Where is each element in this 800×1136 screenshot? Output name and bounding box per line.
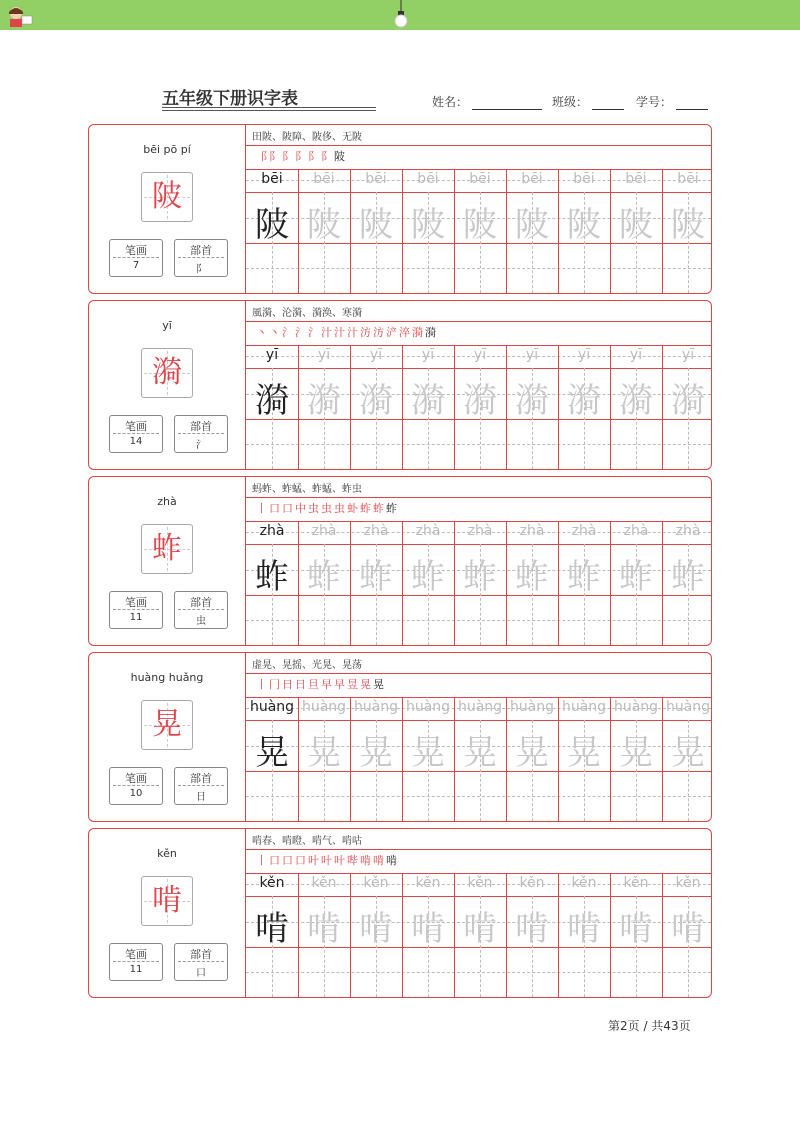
- stroke-step: 晃: [373, 678, 386, 691]
- stroke-step: 虫: [334, 502, 347, 515]
- stroke-order: [256, 324, 438, 340]
- practice-pinyin: zhà: [259, 523, 285, 539]
- stroke-step: 蚱: [386, 502, 399, 515]
- radical-box: [174, 239, 228, 277]
- practice-pinyin: zhà: [623, 523, 649, 539]
- stroke-count-box: [109, 591, 163, 629]
- practice-character: 啃: [411, 909, 445, 949]
- top-banner: [0, 0, 800, 30]
- example-words: 田陂、陂障、陂侈、无陂: [252, 132, 362, 143]
- practice-pinyin: yī: [473, 347, 487, 363]
- stroke-step: 阝: [321, 150, 334, 163]
- practice-character: 晃: [359, 733, 393, 773]
- stroke-step: 虲: [347, 502, 360, 515]
- stroke-step: ⻏: [256, 150, 269, 163]
- practice-pinyin: kěn: [259, 875, 285, 891]
- character-card: [88, 828, 712, 998]
- practice-pinyin: huàng: [301, 699, 347, 715]
- character-glyph: 啃: [152, 883, 182, 918]
- practice-pinyin: yī: [369, 347, 383, 363]
- practice-pinyin: yī: [265, 347, 279, 363]
- practice-pinyin: huàng: [509, 699, 555, 715]
- stroke-count-box: [109, 767, 163, 805]
- practice-character: 啃: [255, 909, 289, 949]
- character-glyph: 蚱: [152, 531, 182, 566]
- character-pinyin: yī: [162, 319, 172, 332]
- student-id-field[interactable]: [636, 93, 708, 110]
- practice-pinyin: bēi: [417, 171, 439, 187]
- practice-character: 晃: [515, 733, 549, 773]
- example-words: 風漪、沦漪、漪涣、寒漪: [252, 308, 362, 319]
- character-display-box: [141, 524, 193, 574]
- stroke-step: 旦: [308, 678, 321, 691]
- stroke-step: 汸: [360, 326, 373, 339]
- stroke-step: 啃: [360, 854, 373, 867]
- practice-panel: [246, 653, 711, 821]
- stroke-step: 啃: [386, 854, 399, 867]
- practice-character: 啃: [307, 909, 341, 949]
- stroke-order: [256, 148, 347, 164]
- stroke-step: 阝: [295, 150, 308, 163]
- practice-character: 晃: [411, 733, 445, 773]
- character-display-box: [141, 348, 193, 398]
- stroke-step: 口: [269, 502, 282, 515]
- stroke-step: 丶: [269, 326, 282, 339]
- practice-character: 陂: [307, 205, 341, 245]
- character-card: [88, 476, 712, 646]
- practice-pinyin: kěn: [311, 875, 337, 891]
- radical-box: [174, 943, 228, 981]
- practice-character: 漪: [307, 381, 341, 421]
- practice-character: 蚱: [307, 557, 341, 597]
- character-pinyin: bēi pō pí: [143, 143, 191, 156]
- practice-pinyin: kěn: [675, 875, 701, 891]
- practice-pinyin: huàng: [613, 699, 659, 715]
- practice-character: 漪: [463, 381, 497, 421]
- page-title: 五年级下册识字表: [162, 89, 298, 109]
- radical-box: [174, 767, 228, 805]
- class-label: 班级：: [552, 95, 589, 109]
- practice-pinyin: yī: [681, 347, 695, 363]
- character-card: [88, 300, 712, 470]
- stroke-count-label: 笔画: [125, 420, 147, 433]
- practice-pinyin: bēi: [313, 171, 335, 187]
- practice-pinyin: kěn: [519, 875, 545, 891]
- stroke-step: 丶: [256, 326, 269, 339]
- stroke-step: 汁: [347, 326, 360, 339]
- example-words: 蚂蚱、蚱蜢、蚱蜢、蚱虫: [252, 484, 362, 495]
- character-glyph: 陂: [152, 179, 182, 214]
- radical-value: 口: [196, 968, 206, 979]
- character-display-box: [141, 876, 193, 926]
- stroke-order: [256, 676, 386, 692]
- stroke-step: 口: [282, 502, 295, 515]
- stroke-step: 昱: [347, 678, 360, 691]
- stroke-step: 啃: [373, 854, 386, 867]
- stroke-step: 丨: [256, 854, 269, 867]
- practice-pinyin: yī: [525, 347, 539, 363]
- character-pinyin: kěn: [157, 847, 177, 860]
- practice-character: 啃: [515, 909, 549, 949]
- practice-panel: [246, 301, 711, 469]
- practice-character: 啃: [463, 909, 497, 949]
- radical-value: 虫: [196, 616, 206, 627]
- class-blank[interactable]: [592, 97, 624, 110]
- radical-box: [174, 415, 228, 453]
- practice-character: 陂: [515, 205, 549, 245]
- stroke-count-label: 笔画: [125, 596, 147, 609]
- practice-character: 陂: [671, 205, 705, 245]
- stroke-step: 浐: [386, 326, 399, 339]
- stroke-step: 丨: [256, 502, 269, 515]
- stroke-step: 淬: [399, 326, 412, 339]
- stroke-step: 虫: [321, 502, 334, 515]
- practice-pinyin: huàng: [405, 699, 451, 715]
- practice-character: 陂: [255, 205, 289, 245]
- character-info-panel: [89, 653, 246, 821]
- stroke-step: 日: [282, 678, 295, 691]
- stroke-count-box: [109, 943, 163, 981]
- practice-character: 晃: [463, 733, 497, 773]
- stroke-step: 漪: [412, 326, 425, 339]
- practice-pinyin: kěn: [415, 875, 441, 891]
- practice-pinyin: bēi: [625, 171, 647, 187]
- stroke-count-box: [109, 239, 163, 277]
- stroke-step: 晃: [360, 678, 373, 691]
- stroke-count-box: [109, 415, 163, 453]
- practice-pinyin: yī: [629, 347, 643, 363]
- practice-character: 漪: [411, 381, 445, 421]
- character-pinyin: huàng huǎng: [130, 671, 204, 684]
- practice-panel: [246, 125, 711, 293]
- stroke-step: 汸: [373, 326, 386, 339]
- practice-character: 啃: [567, 909, 601, 949]
- name-label: 姓名：: [432, 95, 469, 109]
- practice-pinyin: huàng: [249, 699, 295, 715]
- practice-pinyin: yī: [317, 347, 331, 363]
- stroke-step: 汁: [334, 326, 347, 339]
- practice-pinyin: bēi: [261, 171, 283, 187]
- practice-character: 蚱: [255, 557, 289, 597]
- stroke-step: 汁: [321, 326, 334, 339]
- stroke-step: 蚱: [360, 502, 373, 515]
- stroke-count-value: 11: [129, 964, 143, 975]
- radical-value: 氵: [196, 440, 206, 451]
- stroke-count-value: 10: [129, 788, 143, 799]
- practice-character: 陂: [463, 205, 497, 245]
- practice-pinyin: zhà: [311, 523, 337, 539]
- practice-panel: [246, 829, 711, 997]
- radical-label: 部首: [190, 596, 212, 609]
- practice-character: 晃: [619, 733, 653, 773]
- practice-pinyin: bēi: [365, 171, 387, 187]
- practice-character: 陂: [359, 205, 393, 245]
- example-words: 虚晃、晃摇、光晃、晃荡: [252, 660, 362, 671]
- practice-pinyin: kěn: [571, 875, 597, 891]
- stroke-step: 叶: [334, 854, 347, 867]
- stroke-step: 早: [334, 678, 347, 691]
- character-info-panel: [89, 477, 246, 645]
- radical-label: 部首: [190, 420, 212, 433]
- practice-character: 蚱: [359, 557, 393, 597]
- stroke-step: 阝: [308, 150, 321, 163]
- practice-pinyin: zhà: [415, 523, 441, 539]
- stroke-count-value: 14: [129, 436, 143, 447]
- student-id-blank[interactable]: [676, 97, 708, 110]
- practice-character: 啃: [671, 909, 705, 949]
- stroke-step: 氵: [295, 326, 308, 339]
- character-display-box: [141, 172, 193, 222]
- practice-pinyin: kěn: [467, 875, 493, 891]
- stroke-step: 阝: [282, 150, 295, 163]
- class-field[interactable]: [552, 93, 624, 110]
- practice-character: 啃: [359, 909, 393, 949]
- student-id-label: 学号：: [636, 95, 673, 109]
- practice-character: 晃: [307, 733, 341, 773]
- character-info-panel: [89, 125, 246, 293]
- practice-pinyin: yī: [421, 347, 435, 363]
- practice-character: 漪: [619, 381, 653, 421]
- practice-panel: [246, 477, 711, 645]
- practice-pinyin: huàng: [353, 699, 399, 715]
- stroke-step: 日: [295, 678, 308, 691]
- character-glyph: 漪: [152, 355, 182, 390]
- practice-pinyin: huàng: [665, 699, 711, 715]
- stroke-count-value: 11: [129, 612, 143, 623]
- stroke-count-label: 笔画: [125, 244, 147, 257]
- stroke-step: 哔: [347, 854, 360, 867]
- practice-pinyin: zhà: [571, 523, 597, 539]
- character-pinyin: zhà: [157, 495, 177, 508]
- radical-label: 部首: [190, 772, 212, 785]
- stroke-step: 虫: [308, 502, 321, 515]
- practice-character: 晃: [671, 733, 705, 773]
- stroke-step: 陂: [334, 150, 347, 163]
- stroke-step: 口: [295, 854, 308, 867]
- name-field[interactable]: [432, 93, 542, 110]
- stroke-step: 阝: [269, 150, 282, 163]
- practice-character: 漪: [671, 381, 705, 421]
- practice-character: 漪: [515, 381, 549, 421]
- radical-value: 阝: [196, 264, 206, 275]
- stroke-step: 中: [295, 502, 308, 515]
- practice-character: 蚱: [567, 557, 601, 597]
- character-display-box: [141, 700, 193, 750]
- practice-pinyin: zhà: [363, 523, 389, 539]
- practice-pinyin: bēi: [573, 171, 595, 187]
- practice-character: 陂: [411, 205, 445, 245]
- character-glyph: 晃: [152, 707, 182, 742]
- name-blank[interactable]: [472, 97, 542, 110]
- stroke-step: 叶: [308, 854, 321, 867]
- practice-character: 陂: [619, 205, 653, 245]
- stroke-step: 氵: [308, 326, 321, 339]
- stroke-step: 冂: [269, 678, 282, 691]
- stroke-count-label: 笔画: [125, 948, 147, 961]
- radical-box: [174, 591, 228, 629]
- stroke-step: 漪: [425, 326, 438, 339]
- stroke-step: 氵: [282, 326, 295, 339]
- character-info-panel: [89, 301, 246, 469]
- practice-character: 蚱: [671, 557, 705, 597]
- practice-character: 漪: [359, 381, 393, 421]
- stroke-step: 口: [269, 854, 282, 867]
- title-underline-2: [162, 110, 376, 111]
- radical-label: 部首: [190, 244, 212, 257]
- practice-character: 漪: [567, 381, 601, 421]
- practice-character: 漪: [255, 381, 289, 421]
- practice-pinyin: huàng: [457, 699, 503, 715]
- practice-pinyin: zhà: [467, 523, 493, 539]
- title-underline: [162, 107, 376, 108]
- practice-character: 晃: [255, 733, 289, 773]
- stroke-step: 丨: [256, 678, 269, 691]
- practice-character: 晃: [567, 733, 601, 773]
- radical-label: 部首: [190, 948, 212, 961]
- practice-pinyin: bēi: [521, 171, 543, 187]
- practice-character: 陂: [567, 205, 601, 245]
- stroke-step: 口: [282, 854, 295, 867]
- practice-pinyin: zhà: [675, 523, 701, 539]
- practice-pinyin: bēi: [469, 171, 491, 187]
- stroke-order: [256, 500, 399, 516]
- practice-pinyin: yī: [577, 347, 591, 363]
- character-card: [88, 652, 712, 822]
- stroke-step: 蚱: [373, 502, 386, 515]
- practice-character: 啃: [619, 909, 653, 949]
- stroke-count-value: 7: [132, 260, 140, 271]
- practice-character: 蚱: [515, 557, 549, 597]
- practice-character: 蚱: [411, 557, 445, 597]
- practice-character: 蚱: [463, 557, 497, 597]
- stroke-order: [256, 852, 399, 868]
- stroke-count-label: 笔画: [125, 772, 147, 785]
- radical-value: 日: [196, 792, 206, 803]
- example-words: 啃春、啃瞪、啃气、啃咕: [252, 836, 362, 847]
- practice-character: 蚱: [619, 557, 653, 597]
- practice-pinyin: kěn: [623, 875, 649, 891]
- practice-pinyin: bēi: [677, 171, 699, 187]
- practice-pinyin: huàng: [561, 699, 607, 715]
- practice-pinyin: zhà: [519, 523, 545, 539]
- character-card: [88, 124, 712, 294]
- lightbulb-icon: [393, 0, 409, 30]
- character-info-panel: [89, 829, 246, 997]
- girl-reading-icon: [4, 4, 34, 28]
- stroke-step: 叶: [321, 854, 334, 867]
- page-number: 第2页 / 共43页: [608, 1019, 691, 1033]
- practice-pinyin: kěn: [363, 875, 389, 891]
- stroke-step: 早: [321, 678, 334, 691]
